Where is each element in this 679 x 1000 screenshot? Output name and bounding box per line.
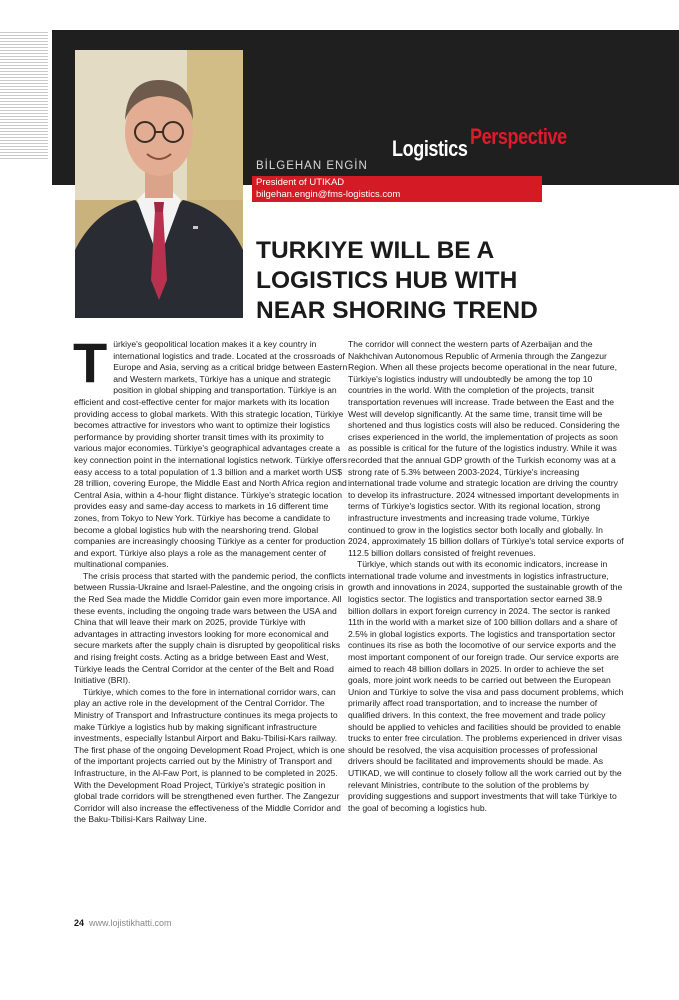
headline-line-2: LOGISTICS HUB WITH — [256, 267, 518, 294]
headline-line-3: NEAR SHORING TREND — [256, 297, 538, 324]
article-paragraph: Türkiye's geopolitical location makes it a key country in international logistics and trade. Located at the crossroads of Europe and Asia, serving as a critical bridge between Eastern and Western markets, Türkiye has a unique and strategic position in global shipping and transportation. Türkiye is an efficient and cost-effective center for major markets with its location providing access to global markets. With this strategic location, Türkiye becomes attractive for investors who want to optimize their logistics performance by providing shorter transit times with its proximity to various major economies. Türkiye's geographical advantages create a key connection point in the international logistics network. Türkiye offers easy access to a total population of 1.3 billion and a market worth US$ 28 trillion, covering Europe, the Middle East and North Africa region and Central Asia, within a 4-hour flight distance. Türkiye's strategic location provides easy and same-day access to markets in 16 different time zones, from Tokyo to New York. Türkiye has become a candidate to become a global logistics hub with the nearshoring trend. Global companies are increasingly choosing Türkiye as a center for production and export. Türkiye also plays a role as the management center of multinational companies. — [73, 331, 348, 570]
decorative-stripes — [0, 32, 48, 160]
footer-website: www.lojistikhatti.com — [89, 918, 172, 928]
portrait-illustration — [75, 50, 243, 318]
page-footer — [74, 918, 172, 928]
logo-word-perspective: Perspective — [470, 124, 567, 149]
article-headline — [256, 236, 616, 326]
article-paragraph: Türkiye, which stands out with its economic indicators, increase in international trade volume and investments in logistics infrastructure, growth and innovations in 2024, supported the sustainable growth of the logistics sector. The logistics and transportation sector earned 38.9 billion dollars in export foreign currency in 2024. The sector is ranked 11th in the world with a market size of 100 billion dollars and a share of 2.5% in global logistics exports. The logistics and transportation sector continues its rise as both the locomotive of our service exports and the most important component of our foreign trade. Our service exports are aimed to reach 48 billion dollars in 2025. In order to achieve the set goals, more joint work needs to be carried out between the European Union and Türkiye to solve the visa and pass document problems, which primarily affect road transportation, and to increase the number of qualified drivers. In this context, the free movement and trade policy should be applied to vehicles and facilities should be provided to enable trucks to enter free circulation. The problems experienced in driver visas should be resolved, the visa acquisition processes of professional drivers should be facilitated and improvements should be made. As UTIKAD, we will continue to closely follow all the work carried out by the relevant Ministries, contribute to the solution of the problems by providing suggestions and support investments that will take Türkiye to the goal of becoming a logistics hub. — [348, 559, 624, 813]
article-column-left — [73, 331, 350, 826]
article-paragraph: The corridor will connect the western parts of Azerbaijan and the Nakhchivan Autonomous Republic of Armenia through the Zangezur Region. When all these projects become operational in the near future, Türkiye's logistics industry will undoubtedly be among the top 10 countries in the world. With the completion of the projects, transit transportation revenues will increase. Trade between the East and the West will develop significantly. At the same time, transit time will be shortened and thus logistics costs will also be reduced. Considering the crises experienced in the world, the implementation of projects as soon as possible is critical for the future of the logistics industry. While it was recorded that the annual GDP growth of the Turkish economy was at a strong rate of 5.3% between 2003-2024, Türkiye's increasing international trade volume and strategic location are driving the country to develop its infrastructure. 2024 witnessed important developments in terms of Türkiye's logistics sector. With its regional location, strong infrastructure investments and increasing trade volume, Türkiye continued to grow in the logistics sector both locally and globally. In 2024, approximately 15 billion dollars of Türkiye's total service exports of 112.5 billion dollars consisted of freight revenues. — [348, 339, 624, 558]
author-photo — [75, 50, 243, 318]
drop-cap: T — [73, 331, 108, 394]
article-column-right — [348, 339, 624, 814]
page-number: 24 — [74, 918, 85, 928]
logo-word-logistics: Logistics — [392, 136, 468, 161]
author-email: bilgehan.engin@fms-logistics.com — [256, 189, 401, 200]
headline-line-1: TURKIYE WILL BE A — [256, 237, 495, 264]
article-paragraph: Türkiye, which comes to the fore in international corridor wars, can play an active role in the development of the Central Corridor. The Ministry of Transport and Infrastructure continues its mega projects to make Türkiye a logistics hub by making significant infrastructure investments, especially İstanbul Airport and Baku-Tbilisi-Kars railway. The first phase of the ongoing Development Road Project, which is one of the important projects carried out by the Ministry of Transport and Infrastructure, in the Al-Faw Port, is planned to be completed in 2025. With the Development Road Project, Türkiye's strategic position in global trade corridors will be strengthened even further. The Zangezur Corridor will also increase the effectiveness of the Middle Corridor and the Baku-Tbilisi-Kars Railway Line. — [74, 686, 345, 825]
article-paragraph: The crisis process that started with the pandemic period, the conflicts between Russia-Ukraine and Israel-Palestine, and the ongoing crisis in the Red Sea made the Middle Corridor gain even more importance. All these events, including the ongoing trade wars between the USA and China that will leave their mark on 2025, provide Türkiye with advantages in attracting investors looking for more economical and secure markets after the supply chain is disrupted by geopolitical risks and rising freight costs. Acting as a bridge between East and West, Türkiye leads the Central Corridor at the center of the Belt and Road Initiative (BRI). — [74, 570, 346, 686]
author-name: BİLGEHAN ENGİN — [256, 160, 368, 172]
author-role: President of UTIKAD — [256, 177, 345, 188]
